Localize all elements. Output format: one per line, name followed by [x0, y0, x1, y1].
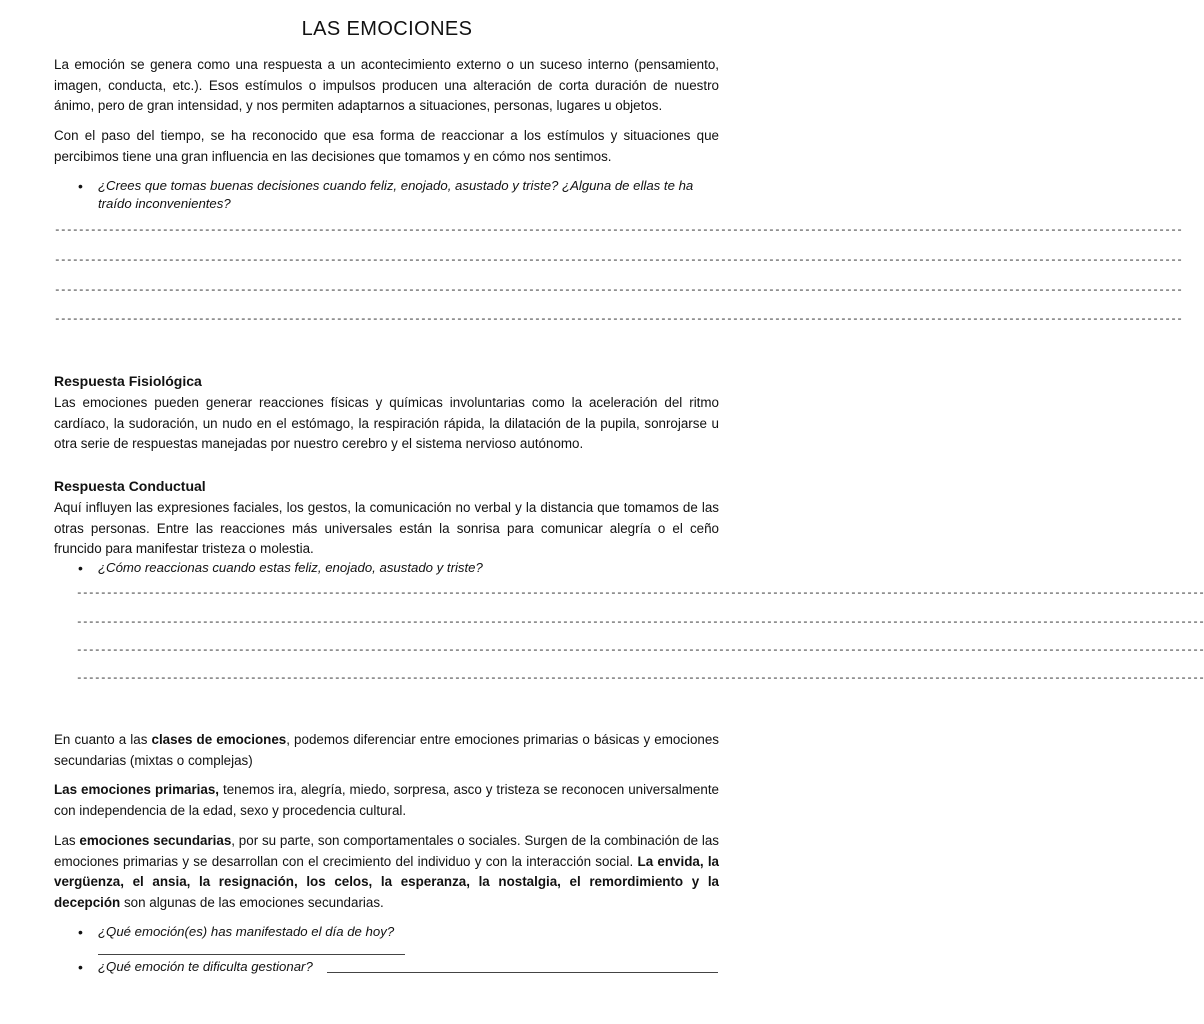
classes-text-after: , podemos diferenciar entre emociones primarias o básicas y emociones secundarias (mixtas o complejas)	[54, 732, 720, 768]
answer-line-1[interactable]: --------------------------------------------------------------------------------------------------------------------------------------------------------------------------------------------	[54, 225, 1183, 237]
primary-text-after: tenemos ira, alegría, miedo, sorpresa, asco y tristeza se reconocen universalmente con independencia de la edad, sexo y procedencia cultural.	[54, 782, 719, 818]
question-4-text: ¿Qué emoción te dificulta gestionar?	[98, 959, 313, 974]
answer-underline-2[interactable]	[327, 972, 718, 973]
question-3-text: ¿Qué emoción(es) has manifestado el día de hoy?	[98, 924, 395, 939]
classes-text-bold: clases de emociones	[151, 732, 287, 747]
bullet-icon: •	[78, 178, 83, 194]
answer-line-7[interactable]: --------------------------------------------------------------------------------------------------------------------------------------------------------------------------------------------	[76, 645, 1204, 657]
secondary-text-bold-1: emociones secundarias	[79, 833, 232, 848]
answer-line-2[interactable]: --------------------------------------------------------------------------------------------------------------------------------------------------------------------------------------------	[54, 255, 1183, 267]
physio-heading: Respuesta Fisiológica	[54, 373, 202, 389]
answer-line-5[interactable]: --------------------------------------------------------------------------------------------------------------------------------------------------------------------------------------------	[76, 588, 1204, 600]
bullet-icon: •	[78, 560, 83, 576]
bullet-icon: •	[78, 924, 83, 940]
answer-line-3[interactable]: --------------------------------------------------------------------------------------------------------------------------------------------------------------------------------------------	[54, 285, 1183, 297]
secondary-text-mid: , por su parte, son comportamentales o sociales. Surgen de la combinación de las emociones primarias y se desarrollan con el crecimiento del individuo y con la interacción social.	[54, 833, 720, 869]
secondary-paragraph	[54, 831, 719, 913]
intro-paragraph-2: Con el paso del tiempo, se ha reconocido que esa forma de reaccionar a los estímulos y situaciones que percibimos tiene una gran influencia en las decisiones que tomamos y en cómo nos sentimos.	[54, 128, 719, 164]
bullet-icon: •	[78, 959, 83, 975]
secondary-text-bold-2: La envida, la vergüenza, el ansia, la resignación, los celos, la esperanza, la nostalgia, el remordimiento y la decepción	[54, 853, 719, 910]
primary-text-bold: Las emociones primarias,	[54, 782, 219, 797]
intro-paragraph-1: La emoción se genera como una respuesta a un acontecimiento externo o un suceso interno (pensamiento, imagen, conducta, etc.). Esos estímulos o impulsos producen una alteración de corta duración de nuestro ánimo, pero de gran intensidad, y nos permiten adaptarnos a situaciones, personas, lugares u objetos.	[54, 57, 719, 113]
physio-paragraph: Las emociones pueden generar reacciones físicas y químicas involuntarias como la aceleración del ritmo cardíaco, la sudoración, un nudo en el estómago, la respiración rápida, la dilatación de la pupila, sonrojarse u otra serie de respuestas manejadas por nuestro cerebro y el sistema nervioso autónomo.	[54, 395, 719, 451]
secondary-text-before: Las	[54, 833, 80, 848]
answer-line-6[interactable]: --------------------------------------------------------------------------------------------------------------------------------------------------------------------------------------------	[76, 617, 1204, 629]
primary-paragraph	[54, 780, 719, 821]
classes-paragraph	[54, 730, 719, 771]
behav-heading: Respuesta Conductual	[54, 478, 206, 494]
secondary-text-after: son algunas de las emociones secundarias.	[120, 894, 384, 910]
answer-line-8[interactable]: --------------------------------------------------------------------------------------------------------------------------------------------------------------------------------------------	[76, 673, 1204, 685]
classes-text-before: En cuanto a las	[54, 732, 152, 747]
behav-paragraph: Aquí influyen las expresiones faciales, los gestos, la comunicación no verbal y la distancia que tomamos de las otras personas. Entre las reacciones más universales están la sonrisa para comunicar alegría o el ceño fruncido para manifestar tristeza o molestia.	[54, 500, 719, 556]
answer-underline-1[interactable]	[98, 954, 405, 955]
question-1-text: ¿Crees que tomas buenas decisiones cuando feliz, enojado, asustado y triste? ¿Alguna de ellas te ha traído inconvenientes?	[98, 178, 694, 211]
answer-line-4[interactable]: --------------------------------------------------------------------------------------------------------------------------------------------------------------------------------------------	[54, 314, 1183, 326]
question-2-text: ¿Cómo reaccionas cuando estas feliz, enojado, asustado y triste?	[98, 560, 483, 575]
page-title: LAS EMOCIONES	[301, 18, 473, 40]
